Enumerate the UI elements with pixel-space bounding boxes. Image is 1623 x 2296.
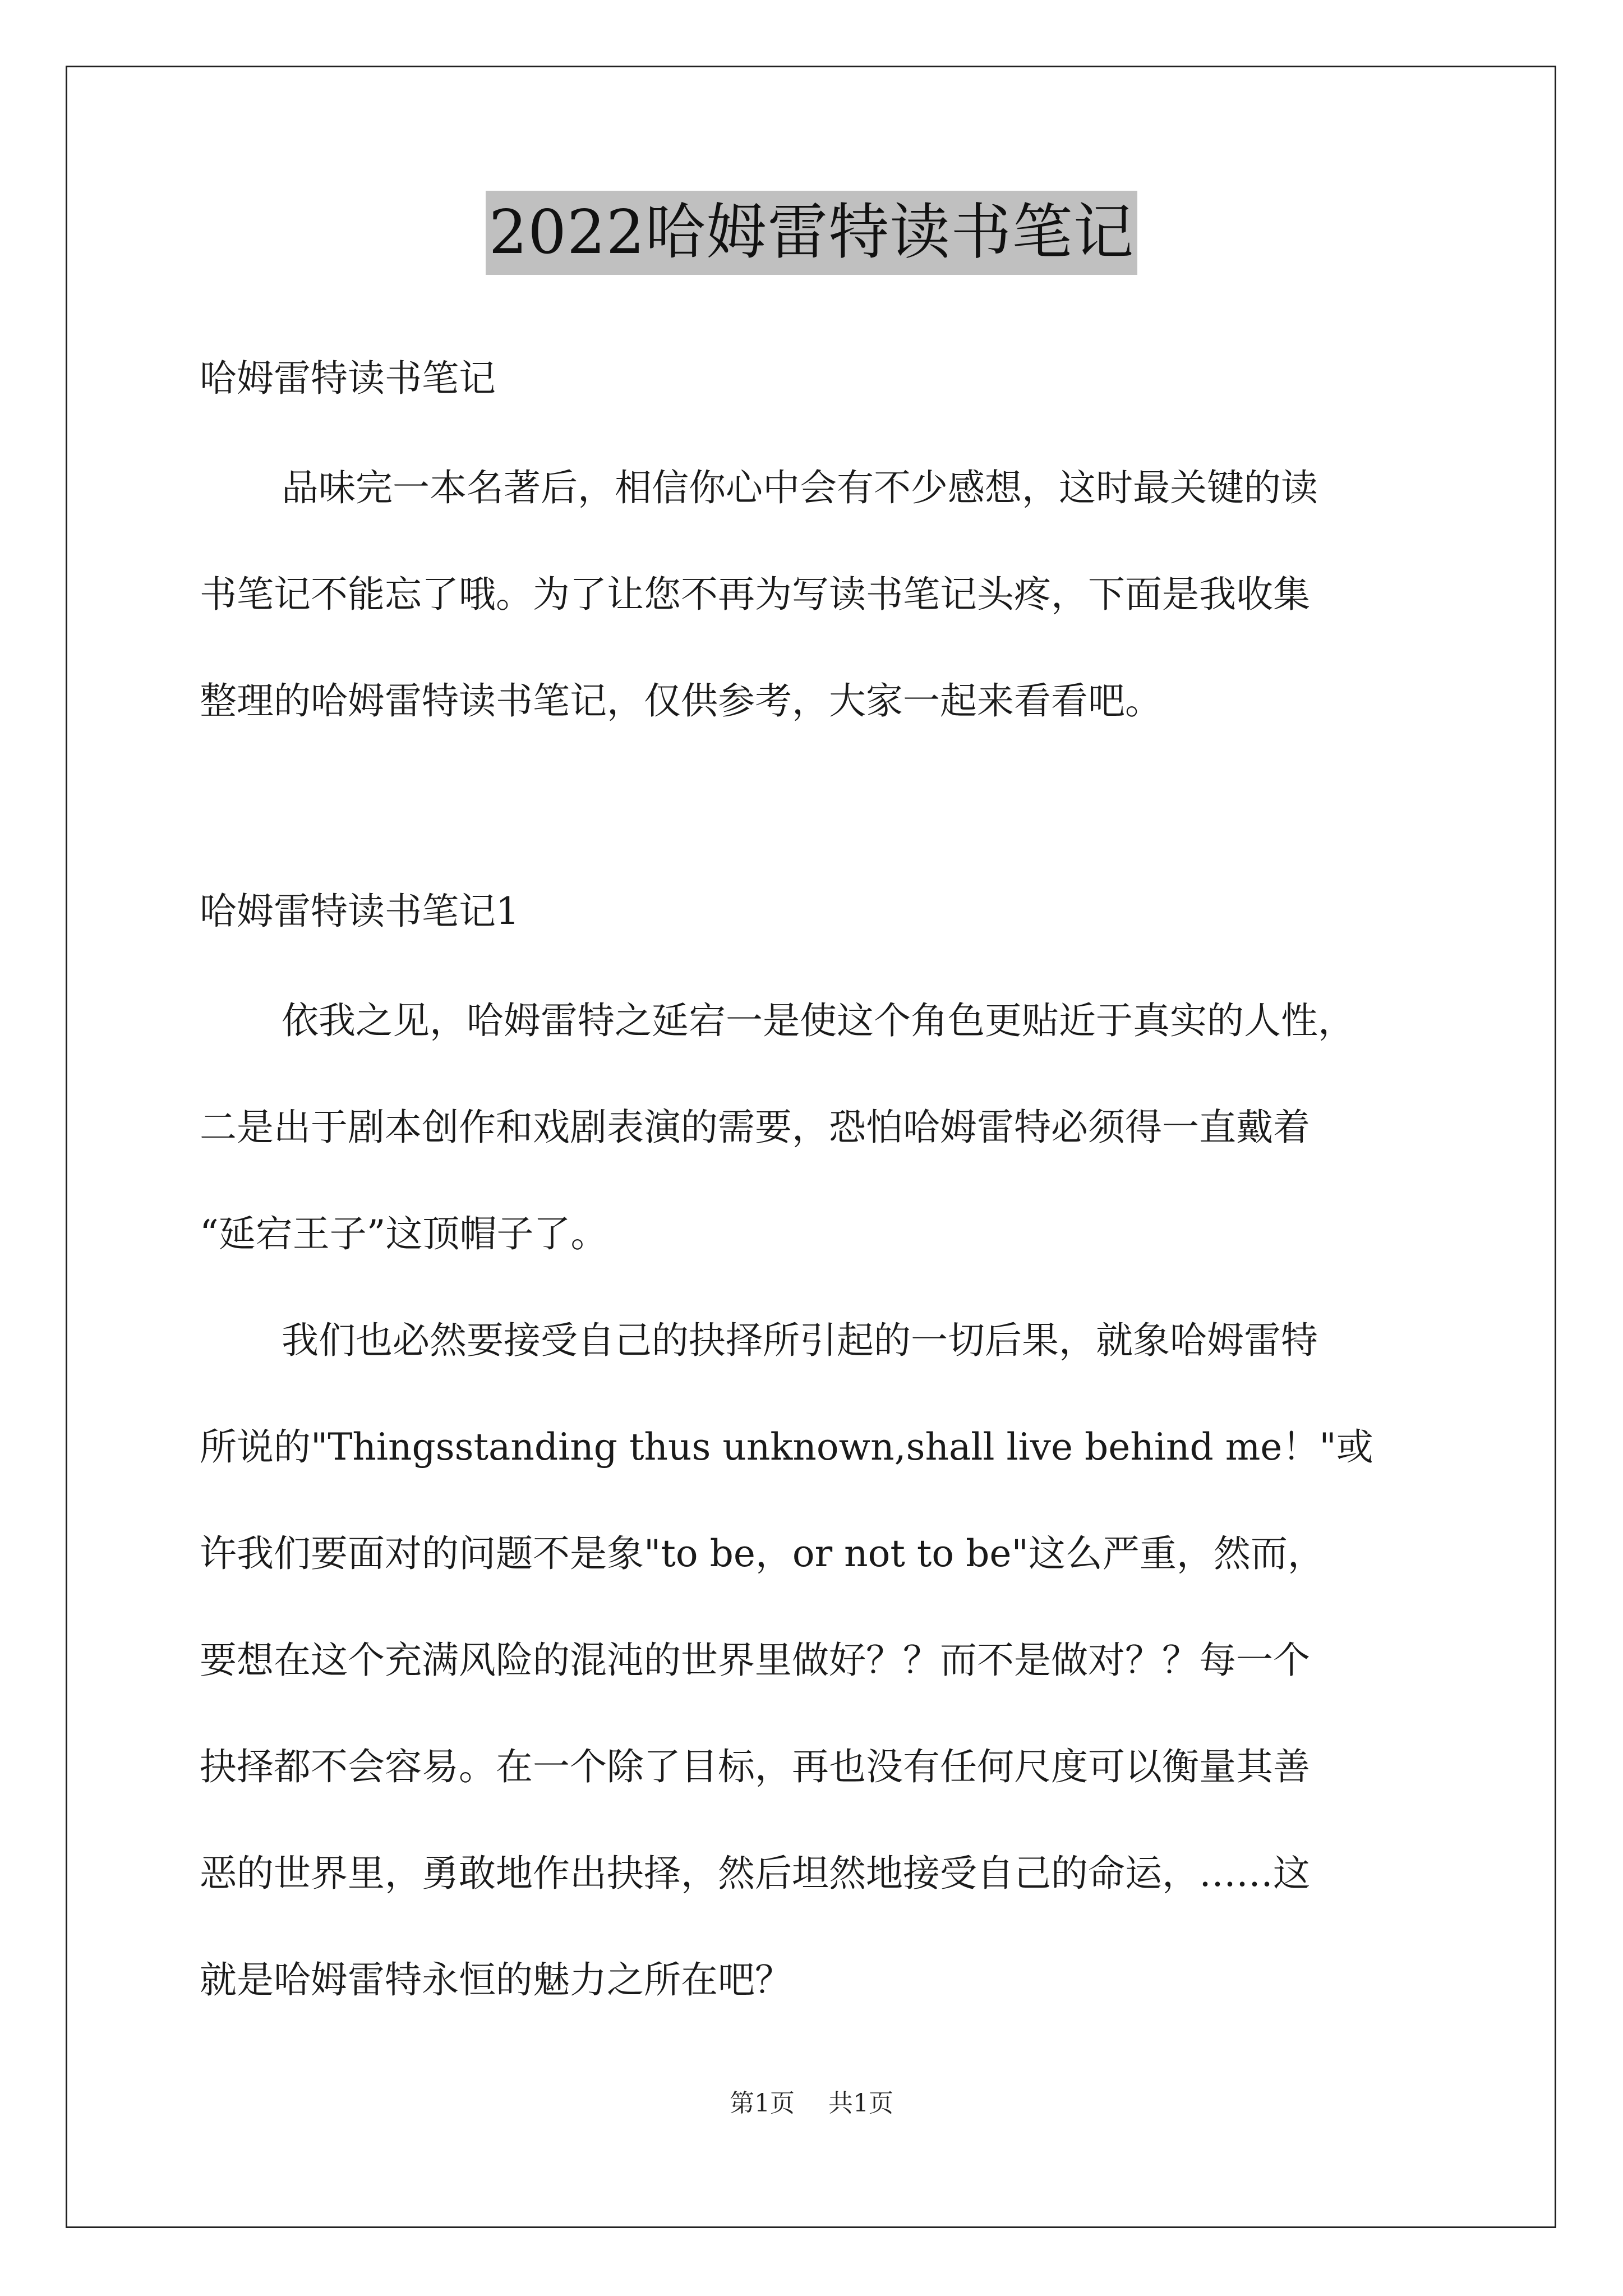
paragraph2-line-1: 我们也必然要接受自己的抉择所引起的一切后果，就象哈姆雷特 (282, 1319, 1318, 1362)
section-heading: 哈姆雷特读书笔记1 (200, 890, 519, 933)
page-footer (0, 2087, 1623, 2120)
paragraph2-line-4: 要想在这个充满风险的混沌的世界里做好？？而不是做对？？每一个 (200, 1639, 1310, 1682)
paragraph2-line-7: 就是哈姆雷特永恒的魅力之所在吧？ (200, 1958, 792, 2001)
page-number: 第1页 (730, 2089, 795, 2118)
paragraph2-line-6: 恶的世界里，勇敢地作出抉择，然后坦然地接受自己的命运，……这 (200, 1852, 1310, 1895)
document-subtitle: 哈姆雷特读书笔记 (200, 357, 496, 400)
paragraph2-line-3: 许我们要面对的问题不是象"to be，or not to be"这么严重，然而， (200, 1532, 1325, 1575)
paragraph1-line-3: “延宕王子”这顶帽子了。 (200, 1212, 608, 1255)
paragraph2-line-5: 抉择都不会容易。在一个除了目标，再也没有任何尺度可以衡量其善 (200, 1745, 1310, 1788)
total-pages: 共1页 (828, 2089, 893, 2118)
paragraph1-line-2: 二是出于剧本创作和戏剧表演的需要，恐怕哈姆雷特必须得一直戴着 (200, 1106, 1310, 1149)
document-title: 2022哈姆雷特读书笔记 (486, 191, 1138, 275)
intro-line-1: 品味完一本名著后，相信你心中会有不少感想，这时最关键的读 (282, 466, 1318, 509)
paragraph2-line-2: 所说的"Thingsstanding thus unknown,shall live behind me！"或 (200, 1425, 1373, 1469)
intro-line-3: 整理的哈姆雷特读书笔记，仅供参考，大家一起来看看吧。 (200, 679, 1162, 723)
title-container (0, 191, 1623, 275)
intro-line-2: 书笔记不能忘了哦。为了让您不再为写读书笔记头疼，下面是我收集 (200, 573, 1310, 616)
paragraph1-line-1: 依我之见，哈姆雷特之延宕一是使这个角色更贴近于真实的人性， (282, 999, 1355, 1042)
